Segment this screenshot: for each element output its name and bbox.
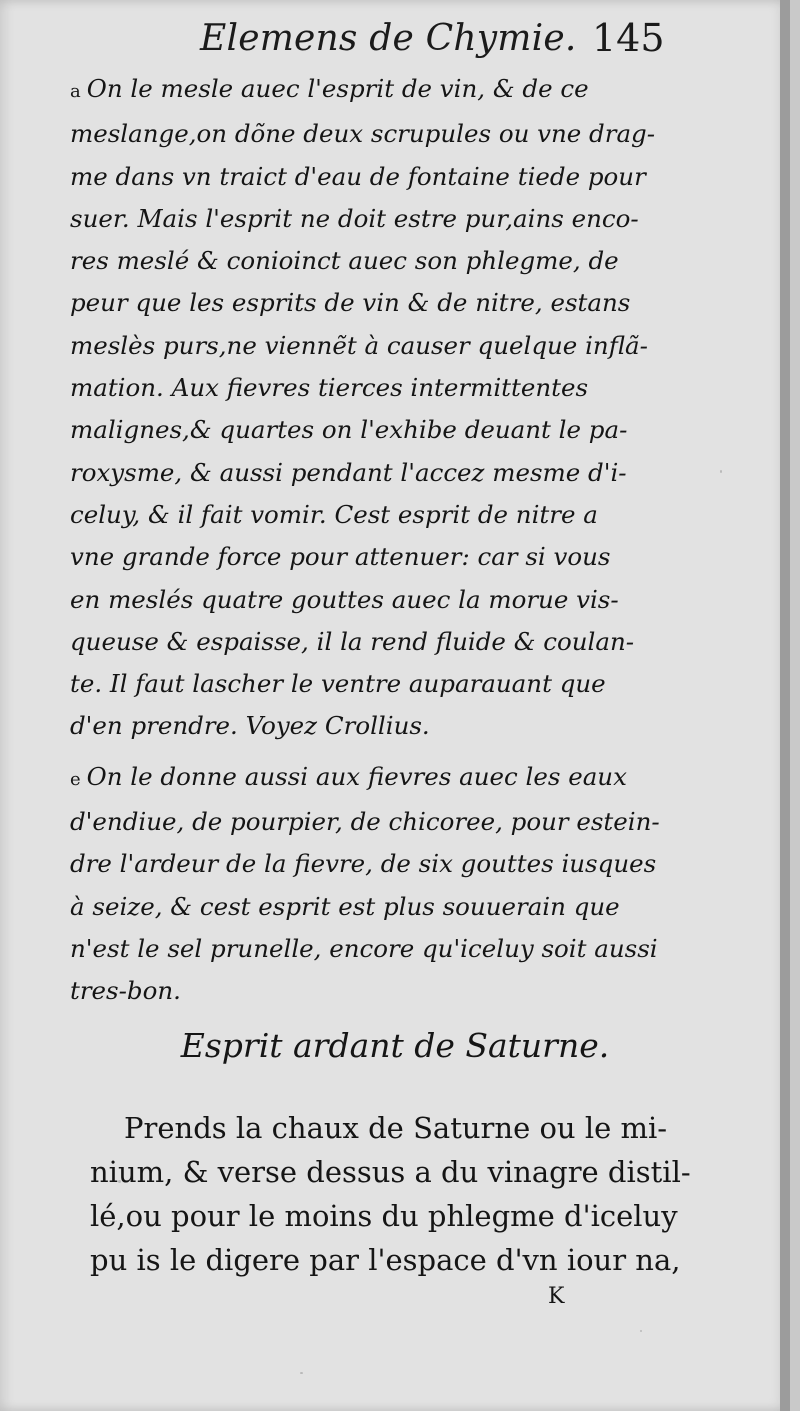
italic-text-block — [70, 68, 675, 1013]
paper-speck — [640, 1330, 642, 1332]
text-line: suer. Mais l'esprit ne doit estre pur,ains enco- — [70, 203, 639, 233]
section-heading: Esprit ardant de Saturne. — [180, 1026, 610, 1065]
paper-speck — [720, 470, 722, 473]
text-line: tres-bon. — [70, 976, 181, 1006]
text-line: res meslé & conioinct auec son phlegme, de — [70, 246, 619, 276]
signature-mark: K — [548, 1284, 565, 1309]
line-text: On le mesle auec l'esprit de vin, & de ce — [86, 74, 589, 103]
text-line: d'endiue, de pourpier, de chicoree, pour estein- — [70, 807, 660, 837]
text-line: vne grande force pour attenuer: car si vous — [70, 542, 611, 572]
text-line — [70, 756, 675, 801]
running-title: Elemens de Chymie. — [200, 18, 577, 59]
margin-note-marker: a — [70, 81, 81, 102]
line-text: On le donne aussi aux fievres auec les eaux — [86, 761, 627, 791]
text-line — [70, 68, 675, 113]
margin-note-marker: e — [70, 768, 81, 790]
paragraph-gap — [70, 748, 675, 756]
text-line: dre l'ardeur de la fievre, de six gouttes iusques — [70, 849, 657, 879]
page-edge — [780, 0, 790, 1411]
text-line: n'est le sel prunelle, encore qu'iceluy soit aussi — [70, 933, 658, 963]
text-line: te. Il faut lascher le ventre auparauant que — [70, 669, 606, 699]
text-line: queuse & espaisse, il la rend fluide & coulan- — [70, 626, 635, 656]
text-line: roxysme, & aussi pendant l'accez mesme d'i- — [70, 457, 627, 487]
paper-speck — [118, 1180, 121, 1183]
text-line: malignes,& quartes on l'exhibe deuant le pa- — [70, 415, 628, 445]
text-line: nium, & verse dessus a du vinagre distil- — [90, 1155, 691, 1189]
page-number: 145 — [592, 16, 665, 60]
text-line: Prends la chaux de Saturne ou le mi- — [124, 1111, 668, 1145]
text-line: me dans vn traict d'eau de fontaine tiede pour — [70, 161, 646, 191]
paragraph — [70, 68, 675, 748]
text-line: celuy, & il fait vomir. Cest esprit de nitre a — [70, 499, 598, 529]
text-line: meslès purs,ne viennẽt à causer quelque inflã- — [70, 330, 648, 360]
text-line: en meslés quatre gouttes auec la morue vis- — [70, 584, 619, 614]
text-line: pu is le digere par l'espace d'vn iour na, — [90, 1243, 681, 1277]
roman-text-block — [90, 1106, 691, 1282]
paragraph — [70, 756, 675, 1013]
text-line: mation. Aux fievres tierces intermittentes — [70, 373, 589, 403]
text-line: lé,ou pour le moins du phlegme d'iceluy — [90, 1199, 678, 1233]
text-line: meslange,on dõne deux scrupules ou vne drag- — [70, 119, 656, 149]
text-line: à seize, & cest esprit est plus souuerain que — [70, 891, 620, 921]
text-line: d'en prendre. Voyez Crollius. — [70, 711, 430, 741]
text-line: peur que les esprits de vin & de nitre, estans — [70, 288, 631, 318]
paper-speck — [300, 1372, 303, 1374]
page-header — [0, 10, 790, 70]
